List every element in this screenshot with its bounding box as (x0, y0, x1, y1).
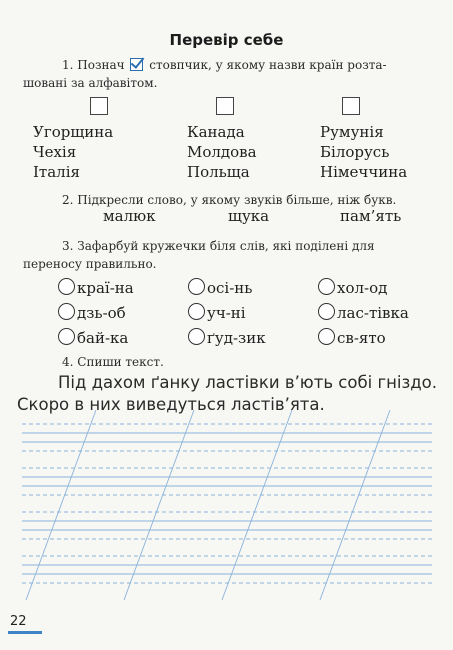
page-title: Перевір себе (169, 31, 284, 49)
task1-text-after: стовпчик, у якому назви країн розта- (149, 58, 387, 72)
page-number: 22 (10, 614, 27, 629)
country-word: Польща (187, 163, 250, 181)
task1-number: 1. (62, 58, 74, 72)
hyphen-word: дзь-об (77, 304, 126, 322)
slant-line (26, 410, 96, 600)
task3-instruction: 3. Зафарбуй кружечки біля слів, які поділені для (62, 239, 375, 253)
slant-line (124, 410, 194, 600)
country-word: Молдова (187, 143, 257, 161)
task4-instruction: 4. Спиши текст. (62, 355, 164, 369)
hyphen-word: бай-ка (77, 329, 129, 347)
country-word: Угорщина (33, 123, 114, 141)
country-word: Німеччина (320, 163, 408, 181)
country-word: Чехія (33, 143, 77, 161)
task3-instruction-line2: переносу правильно. (23, 257, 157, 271)
task2-word[interactable]: пам’ять (340, 207, 402, 225)
ruling-lines (22, 424, 432, 583)
task2-word[interactable]: малюк (103, 207, 156, 225)
hyphen-word: уч-ні (207, 304, 246, 322)
task2-instruction: 2. Підкресли слово, у якому звуків більше, ніж букв. (62, 193, 397, 207)
task2-word[interactable]: щука (228, 207, 270, 225)
slant-line (222, 410, 292, 600)
task1-instruction-line2: шовані за алфавітом. (23, 76, 158, 90)
hyphen-word: краї-на (77, 279, 134, 297)
hyphen-word: ґуд-зик (207, 329, 266, 347)
copy-text-line2: Скоро в них виведуться ластів’ята. (17, 395, 325, 414)
task1-text-before: Познач (77, 58, 125, 72)
hyphen-word: св-ято (337, 329, 386, 347)
country-word: Білорусь (320, 143, 390, 161)
country-word: Румунія (320, 123, 384, 141)
country-word: Італія (33, 163, 80, 181)
hyphen-word: осі-нь (207, 279, 253, 297)
copy-text-line1: Під дахом ґанку ластівки в’ють собі гніздо. (58, 373, 438, 392)
slant-lines (26, 410, 390, 600)
hyphen-word: хол-од (337, 279, 388, 297)
page-number-bar (8, 631, 42, 634)
slant-line (320, 410, 390, 600)
hyphen-word: лас-тівка (337, 304, 409, 322)
country-word: Канада (187, 123, 245, 141)
